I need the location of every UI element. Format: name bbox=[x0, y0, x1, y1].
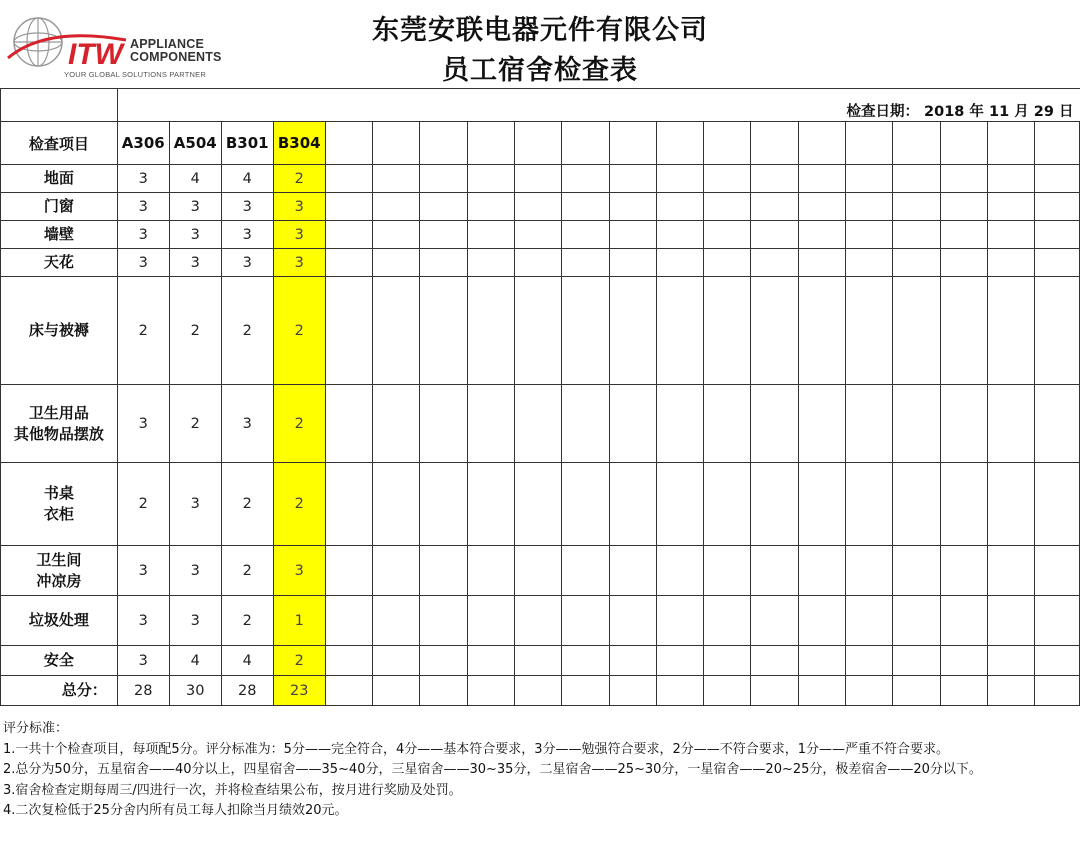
empty-cell bbox=[798, 646, 845, 676]
score-cell: 3 bbox=[273, 193, 325, 221]
empty-cell bbox=[798, 546, 845, 596]
empty-cell bbox=[467, 221, 514, 249]
empty-cell bbox=[751, 122, 798, 165]
notes-heading: 评分标准： bbox=[3, 721, 69, 736]
empty-cell bbox=[656, 385, 703, 463]
empty-cell bbox=[798, 463, 845, 546]
total-label: 总分： bbox=[1, 676, 118, 706]
empty-cell bbox=[940, 193, 987, 221]
empty-cell bbox=[420, 646, 467, 676]
empty-cell bbox=[514, 676, 561, 706]
score-cell: 3 bbox=[117, 646, 169, 676]
notes-item-2: 2.总分为50分，五星宿舍——40分以上，四星宿舍——35~40分，三星宿舍——30~35分，二星宿舍——25~30分，一星宿舍——20~25分，极差宿舍——20分以下。 bbox=[3, 762, 982, 777]
empty-cell bbox=[373, 165, 420, 193]
empty-cell bbox=[704, 193, 751, 221]
score-cell: 3 bbox=[117, 165, 169, 193]
empty-cell bbox=[751, 165, 798, 193]
empty-cell bbox=[704, 165, 751, 193]
score-cell: 3 bbox=[117, 193, 169, 221]
empty-cell bbox=[325, 221, 372, 249]
empty-cell bbox=[467, 385, 514, 463]
score-cell: 3 bbox=[221, 385, 273, 463]
empty-cell bbox=[656, 277, 703, 385]
empty-cell bbox=[893, 277, 940, 385]
empty-cell bbox=[373, 221, 420, 249]
empty-cell bbox=[609, 165, 656, 193]
table-row bbox=[1, 277, 1080, 385]
brand-line-2: COMPONENTS bbox=[130, 50, 222, 64]
empty-cell bbox=[562, 249, 609, 277]
empty-cell bbox=[1035, 249, 1080, 277]
empty-cell bbox=[373, 463, 420, 546]
empty-cell bbox=[1035, 277, 1080, 385]
empty-cell bbox=[467, 676, 514, 706]
empty-cell bbox=[940, 249, 987, 277]
score-cell: 3 bbox=[169, 596, 221, 646]
empty-cell bbox=[798, 676, 845, 706]
table-row bbox=[1, 646, 1080, 676]
empty-cell bbox=[420, 221, 467, 249]
empty-cell bbox=[940, 646, 987, 676]
empty-cell bbox=[893, 221, 940, 249]
table-row bbox=[1, 165, 1080, 193]
empty-cell bbox=[845, 193, 892, 221]
logo-wordmark: ITW bbox=[68, 38, 123, 71]
empty-cell bbox=[940, 676, 987, 706]
empty-cell bbox=[467, 596, 514, 646]
table-row bbox=[1, 546, 1080, 596]
empty-cell bbox=[987, 596, 1034, 646]
empty-cell bbox=[562, 277, 609, 385]
total-row bbox=[1, 676, 1080, 706]
empty-cell bbox=[514, 463, 561, 546]
empty-cell bbox=[987, 122, 1034, 165]
room-header: B301 bbox=[221, 122, 273, 165]
empty-cell bbox=[704, 646, 751, 676]
empty-cell bbox=[373, 676, 420, 706]
table-row bbox=[1, 193, 1080, 221]
empty-cell bbox=[940, 221, 987, 249]
empty-cell bbox=[514, 193, 561, 221]
company-logo bbox=[6, 6, 226, 86]
empty-cell bbox=[656, 193, 703, 221]
score-cell: 3 bbox=[169, 463, 221, 546]
inspection-item-label: 卫生间 冲凉房 bbox=[1, 546, 118, 596]
empty-cell bbox=[373, 277, 420, 385]
empty-cell bbox=[656, 646, 703, 676]
empty-cell bbox=[845, 122, 892, 165]
score-cell: 3 bbox=[117, 546, 169, 596]
empty-cell bbox=[940, 596, 987, 646]
score-cell: 2 bbox=[273, 646, 325, 676]
empty-cell bbox=[325, 596, 372, 646]
empty-cell bbox=[420, 463, 467, 546]
empty-cell bbox=[609, 122, 656, 165]
empty-cell bbox=[798, 596, 845, 646]
score-cell: 3 bbox=[169, 193, 221, 221]
score-cell: 3 bbox=[169, 546, 221, 596]
date-row-blank bbox=[1, 89, 118, 122]
score-cell: 2 bbox=[221, 596, 273, 646]
score-cell: 4 bbox=[221, 646, 273, 676]
empty-cell bbox=[325, 463, 372, 546]
empty-cell bbox=[845, 646, 892, 676]
empty-cell bbox=[514, 596, 561, 646]
score-cell: 4 bbox=[169, 646, 221, 676]
score-cell: 2 bbox=[221, 546, 273, 596]
empty-cell bbox=[373, 546, 420, 596]
empty-cell bbox=[562, 646, 609, 676]
empty-cell bbox=[562, 165, 609, 193]
empty-cell bbox=[1035, 596, 1080, 646]
empty-cell bbox=[751, 646, 798, 676]
notes-item-1: 1.一共十个检查项目，每项配5分。评分标准为：5分——完全符合，4分——基本符合要求，3分——勉强符合要求，2分——不符合要求，1分——严重不符合要求。 bbox=[3, 741, 950, 757]
score-cell: 3 bbox=[221, 221, 273, 249]
empty-cell bbox=[940, 546, 987, 596]
table-row bbox=[1, 221, 1080, 249]
empty-cell bbox=[325, 646, 372, 676]
empty-cell bbox=[325, 165, 372, 193]
empty-cell bbox=[609, 385, 656, 463]
empty-cell bbox=[325, 193, 372, 221]
empty-cell bbox=[987, 221, 1034, 249]
empty-cell bbox=[798, 277, 845, 385]
empty-cell bbox=[987, 277, 1034, 385]
score-cell: 2 bbox=[273, 385, 325, 463]
score-cell: 1 bbox=[273, 596, 325, 646]
empty-cell bbox=[467, 122, 514, 165]
inspection-item-label: 书桌 衣柜 bbox=[1, 463, 118, 546]
empty-cell bbox=[562, 546, 609, 596]
empty-cell bbox=[609, 463, 656, 546]
score-cell: 2 bbox=[169, 385, 221, 463]
total-score-cell: 28 bbox=[221, 676, 273, 706]
empty-cell bbox=[656, 221, 703, 249]
empty-cell bbox=[798, 122, 845, 165]
inspection-item-label: 墙壁 bbox=[1, 221, 118, 249]
empty-cell bbox=[940, 385, 987, 463]
empty-cell bbox=[987, 646, 1034, 676]
empty-cell bbox=[656, 249, 703, 277]
empty-cell bbox=[704, 676, 751, 706]
empty-cell bbox=[325, 546, 372, 596]
notes-item-3: 3.宿舍检查定期每周三/四进行一次，并将检查结果公布，按月进行奖励及处罚。 bbox=[3, 782, 462, 798]
empty-cell bbox=[940, 463, 987, 546]
inspection-item-label: 门窗 bbox=[1, 193, 118, 221]
empty-cell bbox=[609, 277, 656, 385]
score-cell: 3 bbox=[117, 385, 169, 463]
empty-cell bbox=[420, 277, 467, 385]
empty-cell bbox=[751, 596, 798, 646]
empty-cell bbox=[514, 165, 561, 193]
empty-cell bbox=[373, 385, 420, 463]
empty-cell bbox=[845, 546, 892, 596]
empty-cell bbox=[420, 165, 467, 193]
empty-cell bbox=[562, 676, 609, 706]
empty-cell bbox=[1035, 122, 1080, 165]
empty-cell bbox=[751, 463, 798, 546]
empty-cell bbox=[1035, 193, 1080, 221]
inspection-item-label: 地面 bbox=[1, 165, 118, 193]
empty-cell bbox=[845, 249, 892, 277]
empty-cell bbox=[514, 385, 561, 463]
empty-cell bbox=[751, 546, 798, 596]
empty-cell bbox=[845, 385, 892, 463]
date-row bbox=[1, 89, 1080, 122]
notes-item-4: 4.二次复检低于25分舍内所有员工每人扣除当月绩效20元。 bbox=[3, 803, 348, 818]
score-cell: 4 bbox=[169, 165, 221, 193]
empty-cell bbox=[656, 596, 703, 646]
empty-cell bbox=[798, 385, 845, 463]
empty-cell bbox=[562, 596, 609, 646]
empty-cell bbox=[609, 596, 656, 646]
empty-cell bbox=[893, 165, 940, 193]
document-header bbox=[0, 0, 1080, 88]
score-cell: 3 bbox=[273, 221, 325, 249]
empty-cell bbox=[845, 676, 892, 706]
empty-cell bbox=[751, 193, 798, 221]
empty-cell bbox=[1035, 221, 1080, 249]
empty-cell bbox=[467, 249, 514, 277]
empty-cell bbox=[325, 277, 372, 385]
empty-cell bbox=[1035, 165, 1080, 193]
empty-cell bbox=[704, 221, 751, 249]
empty-cell bbox=[987, 546, 1034, 596]
score-cell: 3 bbox=[169, 249, 221, 277]
score-cell: 3 bbox=[117, 249, 169, 277]
empty-cell bbox=[893, 646, 940, 676]
empty-cell bbox=[373, 249, 420, 277]
empty-cell bbox=[656, 676, 703, 706]
empty-cell bbox=[609, 676, 656, 706]
inspection-date: 检查日期： 2018 年 11 月 29 日 bbox=[117, 89, 1079, 122]
empty-cell bbox=[987, 463, 1034, 546]
empty-cell bbox=[987, 676, 1034, 706]
empty-cell bbox=[845, 463, 892, 546]
total-score-cell: 23 bbox=[273, 676, 325, 706]
empty-cell bbox=[987, 385, 1034, 463]
empty-cell bbox=[893, 676, 940, 706]
empty-cell bbox=[845, 221, 892, 249]
empty-cell bbox=[893, 249, 940, 277]
table-row bbox=[1, 249, 1080, 277]
empty-cell bbox=[325, 249, 372, 277]
empty-cell bbox=[704, 546, 751, 596]
empty-cell bbox=[562, 193, 609, 221]
empty-cell bbox=[845, 596, 892, 646]
empty-cell bbox=[467, 546, 514, 596]
empty-cell bbox=[940, 165, 987, 193]
score-cell: 2 bbox=[117, 277, 169, 385]
score-cell: 4 bbox=[221, 165, 273, 193]
empty-cell bbox=[514, 221, 561, 249]
empty-cell bbox=[893, 463, 940, 546]
total-score-cell: 28 bbox=[117, 676, 169, 706]
empty-cell bbox=[751, 277, 798, 385]
brand-tagline: YOUR GLOBAL SOLUTIONS PARTNER bbox=[64, 70, 206, 79]
empty-cell bbox=[420, 385, 467, 463]
scoring-notes bbox=[3, 719, 1077, 822]
empty-cell bbox=[845, 165, 892, 193]
empty-cell bbox=[467, 277, 514, 385]
table-row bbox=[1, 463, 1080, 546]
empty-cell bbox=[1035, 546, 1080, 596]
empty-cell bbox=[656, 122, 703, 165]
score-cell: 2 bbox=[273, 463, 325, 546]
room-header: B304 bbox=[273, 122, 325, 165]
empty-cell bbox=[609, 546, 656, 596]
score-cell: 3 bbox=[221, 249, 273, 277]
empty-cell bbox=[609, 221, 656, 249]
empty-cell bbox=[467, 463, 514, 546]
empty-cell bbox=[420, 676, 467, 706]
score-cell: 2 bbox=[273, 277, 325, 385]
empty-cell bbox=[704, 122, 751, 165]
score-cell: 2 bbox=[117, 463, 169, 546]
empty-cell bbox=[1035, 676, 1080, 706]
inspection-item-label: 天花 bbox=[1, 249, 118, 277]
empty-cell bbox=[940, 277, 987, 385]
empty-cell bbox=[704, 385, 751, 463]
empty-cell bbox=[656, 546, 703, 596]
empty-cell bbox=[751, 676, 798, 706]
empty-cell bbox=[562, 463, 609, 546]
score-cell: 3 bbox=[117, 221, 169, 249]
table-row bbox=[1, 385, 1080, 463]
total-score-cell: 30 bbox=[169, 676, 221, 706]
empty-cell bbox=[562, 122, 609, 165]
empty-cell bbox=[609, 646, 656, 676]
empty-cell bbox=[373, 596, 420, 646]
empty-cell bbox=[373, 193, 420, 221]
empty-cell bbox=[845, 277, 892, 385]
score-cell: 3 bbox=[117, 596, 169, 646]
form-title: 员工宿舍检查表 bbox=[442, 55, 638, 86]
empty-cell bbox=[373, 646, 420, 676]
score-cell: 2 bbox=[273, 165, 325, 193]
header-row bbox=[1, 122, 1080, 165]
empty-cell bbox=[940, 122, 987, 165]
empty-cell bbox=[987, 249, 1034, 277]
empty-cell bbox=[751, 385, 798, 463]
empty-cell bbox=[798, 249, 845, 277]
empty-cell bbox=[656, 165, 703, 193]
inspection-item-label: 垃圾处理 bbox=[1, 596, 118, 646]
empty-cell bbox=[420, 249, 467, 277]
empty-cell bbox=[514, 277, 561, 385]
empty-cell bbox=[467, 165, 514, 193]
empty-cell bbox=[609, 249, 656, 277]
score-cell: 2 bbox=[169, 277, 221, 385]
empty-cell bbox=[656, 463, 703, 546]
brand-line-1: APPLIANCE bbox=[130, 37, 205, 51]
empty-cell bbox=[1035, 463, 1080, 546]
inspection-item-label: 安全 bbox=[1, 646, 118, 676]
empty-cell bbox=[325, 676, 372, 706]
empty-cell bbox=[987, 165, 1034, 193]
empty-cell bbox=[1035, 646, 1080, 676]
empty-cell bbox=[704, 596, 751, 646]
empty-cell bbox=[798, 221, 845, 249]
empty-cell bbox=[704, 463, 751, 546]
empty-cell bbox=[562, 221, 609, 249]
empty-cell bbox=[751, 249, 798, 277]
empty-cell bbox=[467, 193, 514, 221]
empty-cell bbox=[893, 193, 940, 221]
table-row bbox=[1, 596, 1080, 646]
empty-cell bbox=[798, 165, 845, 193]
empty-cell bbox=[987, 193, 1034, 221]
empty-cell bbox=[467, 646, 514, 676]
empty-cell bbox=[893, 122, 940, 165]
score-cell: 3 bbox=[169, 221, 221, 249]
empty-cell bbox=[893, 596, 940, 646]
empty-cell bbox=[373, 122, 420, 165]
inspection-table bbox=[0, 88, 1080, 706]
empty-cell bbox=[893, 546, 940, 596]
empty-cell bbox=[1035, 385, 1080, 463]
empty-cell bbox=[514, 122, 561, 165]
score-cell: 3 bbox=[273, 546, 325, 596]
empty-cell bbox=[420, 122, 467, 165]
score-cell: 2 bbox=[221, 277, 273, 385]
empty-cell bbox=[420, 546, 467, 596]
company-title: 东莞安联电器元件有限公司 bbox=[372, 15, 708, 46]
score-cell: 2 bbox=[221, 463, 273, 546]
room-header: A306 bbox=[117, 122, 169, 165]
empty-cell bbox=[514, 646, 561, 676]
empty-cell bbox=[704, 277, 751, 385]
room-header: A504 bbox=[169, 122, 221, 165]
empty-cell bbox=[798, 193, 845, 221]
empty-cell bbox=[420, 596, 467, 646]
empty-cell bbox=[514, 249, 561, 277]
empty-cell bbox=[562, 385, 609, 463]
empty-cell bbox=[325, 385, 372, 463]
empty-cell bbox=[514, 546, 561, 596]
empty-cell bbox=[609, 193, 656, 221]
empty-cell bbox=[893, 385, 940, 463]
empty-cell bbox=[420, 193, 467, 221]
inspection-item-label: 卫生用品 其他物品摆放 bbox=[1, 385, 118, 463]
empty-cell bbox=[704, 249, 751, 277]
item-column-header: 检查项目 bbox=[1, 122, 118, 165]
empty-cell bbox=[751, 221, 798, 249]
score-cell: 3 bbox=[221, 193, 273, 221]
inspection-item-label: 床与被褥 bbox=[1, 277, 118, 385]
empty-cell bbox=[325, 122, 372, 165]
score-cell: 3 bbox=[273, 249, 325, 277]
